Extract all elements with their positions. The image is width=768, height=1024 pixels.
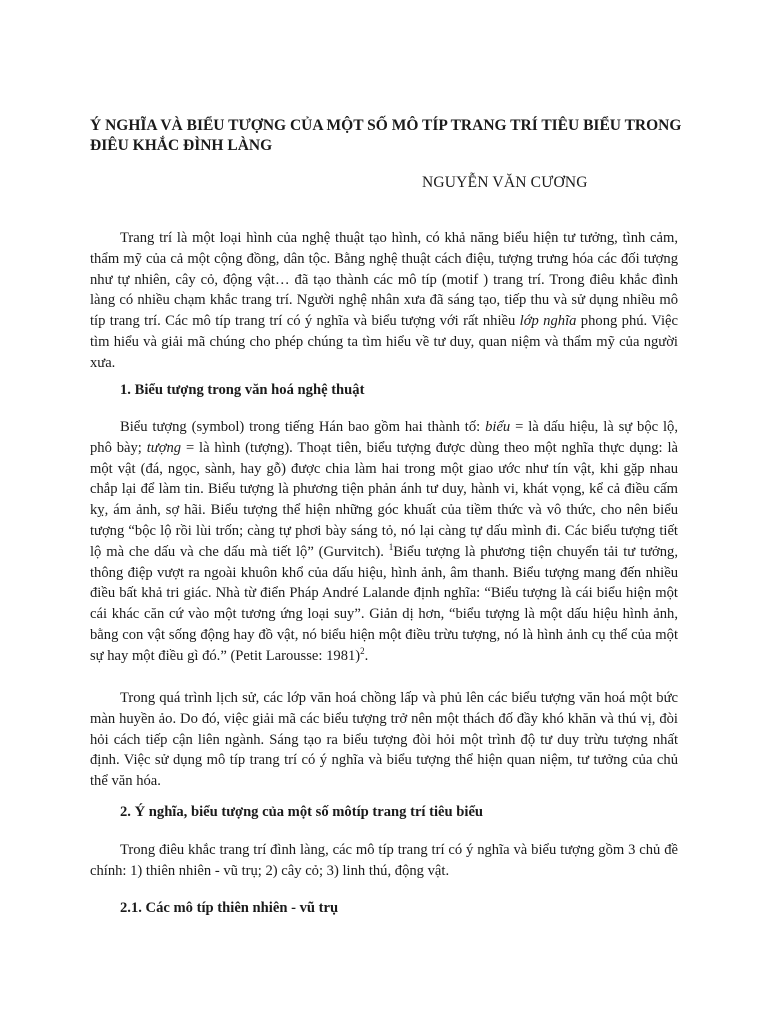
intro-emphasis: lớp nghĩa (519, 313, 577, 330)
s1-text-d: Biểu tượng là phương tiện chuyển tải tư tưởng, thông điệp vượt ra ngoài khuôn khổ của dấu hiệu, hình ảnh, âm thanh. Biểu tượng mang đến nhiều điều bất khả tri giác. Nhà từ điển Pháp André Lalande định nghĩa: “Biểu tượng là cái biểu hiện một cái khác căn cứ vào một tương ứng loại suy”. Giản dị hơn, “biểu tượng là một dấu hiệu hình ảnh, bằng con vật sống động hay đồ vật, nó biểu hiện một điều trừu tượng, nó là hình ảnh cụ thể của một sự hay một điều gì đó.” (Petit Larousse: 1981) (90, 543, 678, 664)
s1-emphasis-bieu: biểu (485, 419, 511, 435)
s1-text-e: . (364, 647, 369, 664)
section-1-paragraph-2: Trong quá trình lịch sử, các lớp văn hoá chồng lấp và phủ lên các biểu tượng văn hoá một bức màn huyền ảo. Do đó, việc giải mã các biểu tượng trở nên một thách đố đầy khó khăn và thú vị, đòi hỏi cách tiếp cận liên ngành. Sáng tạo ra biểu tượng đòi hỏi một trình độ tư duy trừu tượng nhất định. Việc sử dụng mô típ trang trí có ý nghĩa và biểu tượng thể hiện quan niệm, tư tưởng của chủ thể văn hóa. (90, 690, 678, 790)
section-1-heading: 1. Biểu tượng trong văn hoá nghệ thuật (120, 382, 365, 398)
section-1-paragraph-1 (90, 417, 678, 667)
s1-text-b: = là dấu hiệu, là sự bộc lộ, phô bày; (90, 419, 678, 456)
s1-emphasis-tuong: tượng (146, 439, 182, 456)
document-title: Ý NGHĨA VÀ BIỂU TƯỢNG CỦA MỘT SỐ MÔ TÍP TRANG TRÍ TIÊU BIỂU TRONG ĐIÊU KHẮC ĐÌNH LÀNG (90, 117, 682, 154)
s1-text-c: = là hình (tượng). Thoạt tiên, biểu tượng được dùng theo một nghĩa thực dụng: là một vật (đá, ngọc, sành, hay gỗ) được chia làm hai trong một giao ước như tín vật, khi gặp nhau chắp lại để làm tin. Biểu tượng là phương tiện phản ánh tư duy, hành vi, khát vọng, kể cả điều cấm kỵ, ám ảnh, sợ hãi. Biểu tượng thể hiện những góc khuất của tiềm thức và vô thức, cho nên biểu tượng “bộc lộ rồi lùi trốn; càng tự phơi bày sáng tỏ, nó lại càng tự dấu mình đi. Các biểu tượng tiết lộ mà che dấu và che dấu mà tiết lộ” (Gurvitch). (90, 439, 678, 560)
section-2-paragraph-1: Trong điêu khắc trang trí đình làng, các mô típ trang trí có ý nghĩa và biểu tượng gồm 3 chủ đề chính: 1) thiên nhiên - vũ trụ; 2) cây cỏ; 3) linh thú, động vật. (90, 842, 678, 879)
intro-text-b: phong phú. Việc tìm hiểu và giải mã chúng cho phép chúng ta tìm hiểu về tư duy, quan niệm và thẩm mỹ của người xưa. (90, 313, 678, 371)
s1-text-a: Biểu tượng (symbol) trong tiếng Hán bao gồm hai thành tố: (120, 419, 486, 435)
footnote-ref-2: 2 (360, 645, 365, 656)
footnote-ref-1: 1 (388, 541, 394, 552)
author-name: NGUYỄN VĂN CƯƠNG (422, 174, 588, 191)
intro-paragraph (90, 228, 678, 374)
intro-text-a: Trang trí là một loại hình của nghệ thuật tạo hình, có khả năng biểu hiện tư tưởng, tình cảm, thẩm mỹ của cả một cộng đồng, dân tộc. Bằng nghệ thuật cách điệu, tượng trưng hóa các đối tượng như tự nhiên, cây cỏ, động vật… đã tạo thành các mô típ (motif ) trang trí. Trong điêu khắc đình làng có nhiều chạm khắc trang trí. Người nghệ nhân xưa đã sáng tạo, tiếp thu và sử dụng nhiều mô típ trang trí. Các mô típ trang trí có ý nghĩa và biểu tượng với rất nhiều (90, 230, 678, 330)
section-2-heading: 2. Ý nghĩa, biểu tượng của một số môtíp trang trí tiêu biểu (120, 804, 484, 820)
section-2-1-heading: 2.1. Các mô típ thiên nhiên - vũ trụ (120, 900, 339, 916)
